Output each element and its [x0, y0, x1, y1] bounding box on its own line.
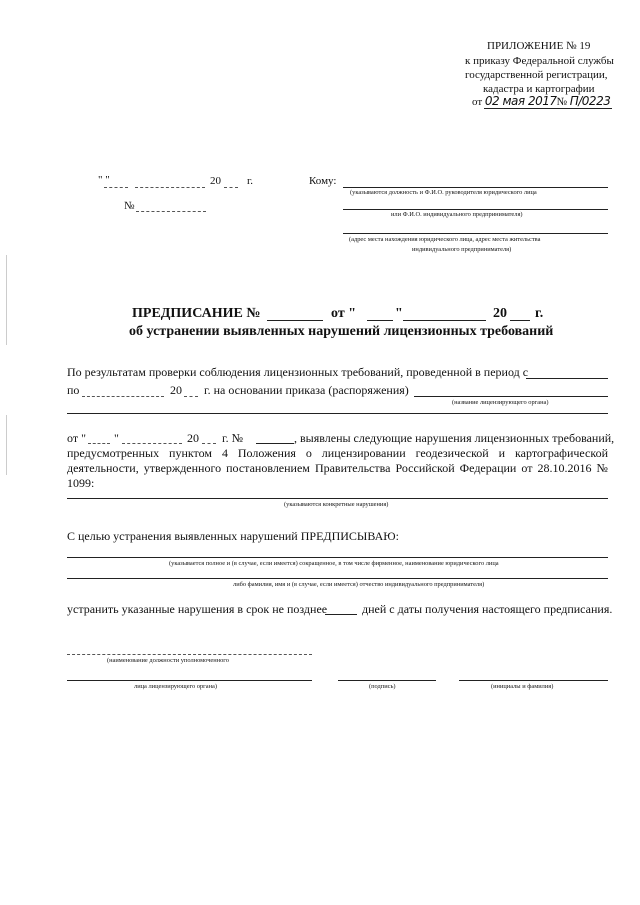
- appendix-num-prefix: №: [556, 96, 567, 108]
- title-month-blank: [403, 320, 486, 321]
- p3-prescribe-text: С целью устранения выявленных нарушений ПРЕДПИСЫВАЮ:: [67, 529, 399, 543]
- p4-deadline-text-a: устранить указанные нарушения в срок не позднее: [67, 602, 328, 616]
- header-date-quotes: " ": [98, 174, 110, 186]
- title-quote-close: ": [395, 306, 403, 321]
- p1-period-end-blank: [82, 396, 164, 397]
- appendix-line3: государственной регистрации,: [465, 69, 608, 81]
- header-number-blank: [136, 211, 206, 212]
- header-year-label: 20: [210, 175, 221, 187]
- p3-entity-blank-1: [67, 557, 608, 558]
- scan-edge-mark: [6, 415, 7, 475]
- appendix-date-underline: [484, 108, 612, 109]
- recipient-hint-1: (указываются должность и Ф.И.О. руководителя юридического лица: [350, 189, 537, 196]
- appendix-number-handwritten: П/0223: [569, 94, 611, 108]
- p1-year-blank: [184, 396, 198, 397]
- p3-entity-hint-2: либо фамилия, имя и (в случае, если имеется) отчество индивидуального предпринимателя): [233, 581, 485, 588]
- appendix-date-handwritten: 02 мая 2017: [484, 94, 557, 108]
- p2-violations-blank: [67, 498, 608, 499]
- p1-authority-blank-2: [67, 413, 608, 414]
- p2-year-blank: [202, 443, 216, 444]
- p1-text-a: По результатам проверки соблюдения лицензионных требований, проведенной в период с: [67, 365, 529, 379]
- appendix-line4: кадастра и картографии: [483, 83, 595, 95]
- appendix-line2: к приказу Федеральной службы: [465, 55, 614, 67]
- recipient-line-1: [343, 187, 608, 188]
- p2-from-label: от ": [67, 431, 86, 445]
- p1-authority-hint: (название лицензирующего органа): [452, 399, 549, 406]
- sig-name-hint: (инициалы и фамилия): [491, 683, 554, 690]
- address-hint-1: (адрес места нахождения юридического лица, адрес места жительства: [349, 236, 541, 243]
- p2-quote-close: ": [114, 431, 119, 445]
- p3-entity-blank-2: [67, 578, 608, 579]
- title-prescription-label: ПРЕДПИСАНИЕ №: [132, 306, 261, 321]
- recipient-line-2: [343, 209, 608, 210]
- p1-to-label: по: [67, 383, 80, 397]
- p2-number-blank: [256, 443, 294, 444]
- title-year-label: 20: [493, 306, 507, 321]
- header-number-label: №: [124, 200, 135, 212]
- address-hint-2: индивидуального предпринимателя): [412, 246, 512, 253]
- sig-signature-hint: (подпись): [369, 683, 396, 690]
- appendix-date-prefix: от: [472, 96, 483, 108]
- sig-signature-blank: [338, 680, 436, 681]
- recipient-label: Кому:: [309, 175, 337, 187]
- p2-year-label: 20: [187, 431, 199, 445]
- p2-body-text: предусмотренных пунктом 4 Положения о лицензировании геодезической и картографической деятельности, утвержденного постановлением Правительства Российской Федерации от 28.10.2016 № 1099:: [67, 446, 608, 490]
- p1-year-label: 20: [170, 383, 182, 397]
- sig-position-blank-1: [67, 654, 312, 655]
- sig-position-hint-2: лица лицензирующего органа): [134, 683, 218, 690]
- scan-edge-mark: [6, 255, 7, 345]
- p2-violations-hint: (указываются конкретные нарушения): [284, 501, 389, 508]
- title-day-blank: [367, 320, 393, 321]
- header-year-suffix: г.: [247, 175, 254, 187]
- appendix-date-row: [472, 94, 610, 108]
- sig-position-hint-1: (наименование должности уполномоченного: [107, 657, 229, 664]
- p1-order-text: г. на основании приказа (распоряжения): [204, 383, 409, 397]
- title-subtitle: об устранении выявленных нарушений лицензионных требований: [129, 324, 554, 339]
- p2-number-label: г. №: [222, 431, 244, 445]
- sig-position-blank-2: [67, 680, 312, 681]
- appendix-line1: ПРИЛОЖЕНИЕ № 19: [487, 40, 591, 52]
- p4-deadline-text-b: дней с даты получения настоящего предписания.: [362, 602, 613, 616]
- title-from-label: от ": [331, 306, 356, 321]
- title-year-blank: [510, 320, 530, 321]
- header-month-blank: [135, 187, 205, 188]
- sig-name-blank: [459, 680, 608, 681]
- header-year-blank: [224, 187, 238, 188]
- p4-days-blank: [325, 614, 357, 615]
- address-line-1: [343, 233, 608, 234]
- title-number-blank: [267, 320, 323, 321]
- p1-authority-blank: [414, 396, 608, 397]
- p3-entity-hint-1: (указывается полное и (в случае, если имеется) сокращенное, в том числе фирменное, наименование юридического лица: [169, 560, 499, 567]
- header-day-blank: [104, 187, 128, 188]
- p1-period-start-blank: [526, 378, 608, 379]
- p2-day-blank: [88, 443, 110, 444]
- title-year-suffix: г.: [535, 306, 544, 321]
- p2-found-text: , выявлены следующие нарушения лицензионных требований,: [294, 431, 615, 445]
- recipient-hint-2: или Ф.И.О. индивидуального предпринимателя): [391, 211, 523, 218]
- p2-month-blank: [122, 443, 182, 444]
